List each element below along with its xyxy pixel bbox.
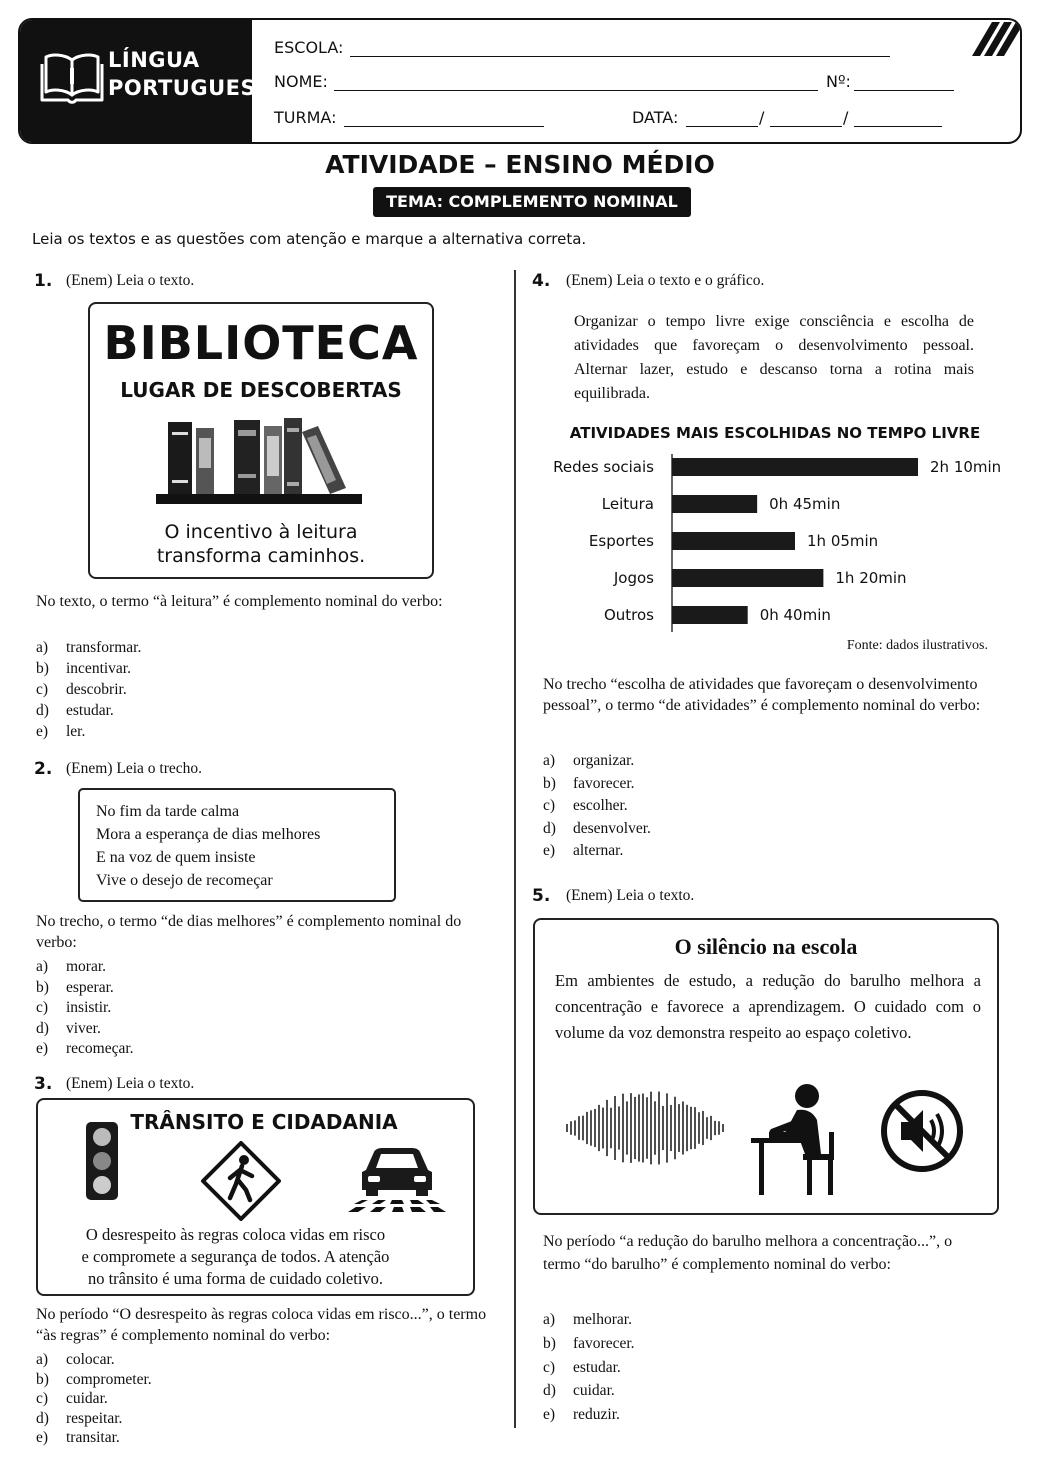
q3-option-c[interactable] (36, 1389, 152, 1409)
student-studying-icon (749, 1082, 845, 1198)
data-label: DATA: (632, 108, 679, 127)
q2-option-b[interactable] (36, 978, 134, 999)
option-letter: e) (36, 723, 49, 740)
q3-box-line: no trânsito é uma forma de cuidado coletivo. (87, 1269, 384, 1288)
q5-box-text: Em ambientes de estudo, a redução do barulho melhora a concentração e favorece a aprendizagem. O cuidado com o volume da voz demonstra respeito ao espaço coletivo. (555, 971, 981, 1042)
option-text: transitar. (66, 1429, 120, 1446)
q4-number: 4. (532, 271, 551, 291)
q1-heading: (Enem) Leia o texto. (66, 272, 195, 289)
option-text: morar. (66, 958, 107, 975)
option-letter: b) (36, 660, 49, 677)
option-letter: d) (36, 702, 49, 719)
chart-bar (672, 569, 823, 587)
date-year-field[interactable] (854, 126, 942, 127)
option-text: escolher. (573, 797, 628, 814)
q3-options (36, 1350, 152, 1448)
q1-option-c[interactable] (36, 679, 141, 700)
pedestrian-crossing-sign-icon (200, 1140, 282, 1222)
option-letter: c) (36, 1390, 49, 1407)
option-letter: a) (543, 752, 556, 769)
turma-label: TURMA: (274, 108, 337, 127)
option-text: favorecer. (573, 774, 635, 792)
option-letter: e) (36, 1040, 49, 1057)
chart-category-label: Redes sociais (553, 458, 654, 476)
q4-prompt: No trecho “escolha de atividades que favoreçam o desenvolvimento pessoal”, o termo “de atividades” é complemento nominal do verbo: (543, 676, 981, 714)
option-text: organizar. (573, 752, 635, 769)
turma-field[interactable] (344, 126, 544, 127)
chart-bar (672, 532, 795, 550)
q1-prompt: No texto, o termo “à leitura” é complemento nominal do verbo: (36, 593, 443, 610)
q1-option-d[interactable] (36, 700, 141, 721)
traffic-light-icon (84, 1120, 120, 1204)
chart-bar (672, 495, 757, 513)
q2-heading: (Enem) Leia o trecho. (66, 760, 202, 777)
q3-box-line: O desrespeito às regras coloca vidas em risco (85, 1225, 386, 1244)
brand-block (20, 20, 273, 142)
option-letter: d) (36, 1019, 49, 1037)
q5-text-box (533, 918, 999, 1215)
option-letter: b) (36, 978, 49, 996)
option-letter: c) (36, 999, 49, 1016)
option-text: ler. (66, 723, 86, 740)
option-letter: e) (36, 1429, 49, 1446)
q5-option-b[interactable] (543, 1332, 635, 1356)
q2-poem-line: Mora a esperança de dias melhores (96, 826, 321, 843)
option-text: cuidar. (573, 1382, 615, 1400)
chart-category-label: Leitura (601, 495, 654, 513)
q5-option-c[interactable] (543, 1356, 635, 1380)
option-letter: b) (36, 1370, 49, 1388)
option-letter: c) (543, 1358, 556, 1376)
option-letter: a) (36, 1351, 49, 1368)
q4-option-d[interactable] (543, 818, 651, 841)
date-day-field[interactable] (686, 126, 758, 127)
option-text: desenvolver. (573, 819, 651, 837)
date-separator: / (843, 108, 849, 127)
q3-box-text (38, 1224, 433, 1290)
option-text: insistir. (66, 999, 112, 1016)
date-month-field[interactable] (770, 126, 842, 127)
q2-poem-line: Vive o desejo de recomeçar (96, 872, 273, 889)
q1-poster-caption (90, 520, 432, 568)
numero-label: Nº: (826, 72, 851, 91)
q1-poster-line-1: O incentivo à leitura (164, 521, 358, 543)
theme-badge: TEMA: COMPLEMENTO NOMINAL (373, 187, 691, 217)
escola-field[interactable] (350, 56, 890, 57)
q3-number: 3. (34, 1074, 53, 1094)
q2-poem-box (78, 788, 396, 902)
q2-option-c[interactable] (36, 998, 134, 1019)
q3-box-title: TRÂNSITO E CIDADANIA (130, 1110, 398, 1134)
q1-number: 1. (34, 271, 53, 291)
q1-option-b[interactable] (36, 658, 141, 679)
q4-option-a[interactable] (543, 750, 651, 773)
option-text: transformar. (66, 639, 142, 656)
q3-prompt: No período “O desrespeito às regras coloca vidas em risco...”, o termo “às regras” é complemento nominal do verbo: (36, 1306, 487, 1344)
nome-label: NOME: (274, 72, 328, 91)
q4-option-c[interactable] (543, 795, 651, 818)
q3-option-e[interactable] (36, 1428, 152, 1448)
option-letter: e) (543, 842, 556, 859)
q2-poem-line: E na voz de quem insiste (96, 849, 256, 866)
sound-wave-icon (563, 1088, 729, 1168)
corner-stripes-decoration (950, 20, 1022, 60)
chart-title: ATIVIDADES MAIS ESCOLHIDAS NO TEMPO LIVRE (569, 424, 981, 442)
option-text: viver. (66, 1019, 101, 1037)
q5-options (543, 1308, 635, 1427)
q5-number: 5. (532, 886, 551, 906)
chart-bar (672, 606, 748, 624)
q3-heading: (Enem) Leia o texto. (66, 1075, 195, 1092)
q1-poster-title: BIBLIOTECA (103, 316, 419, 370)
option-letter: d) (543, 1382, 556, 1400)
q4-options (543, 750, 651, 863)
chart-value-label: 1h 20min (835, 569, 907, 587)
nome-field[interactable] (334, 90, 818, 91)
brand-line-1: LÍNGUA (108, 48, 200, 72)
q2-poem-line: No fim da tarde calma (96, 803, 240, 820)
car-crosswalk-icon (348, 1144, 446, 1214)
option-text: favorecer. (573, 1334, 635, 1352)
escola-label: ESCOLA: (274, 38, 344, 57)
option-text: descobrir. (66, 681, 127, 698)
q2-number: 2. (34, 759, 53, 779)
date-separator: / (759, 108, 765, 127)
q5-option-d[interactable] (543, 1379, 635, 1403)
option-text: incentivar. (66, 660, 131, 677)
option-text: recomeçar. (66, 1040, 134, 1057)
q4-heading: (Enem) Leia o texto e o gráfico. (566, 272, 765, 289)
page-title: ATIVIDADE – ENSINO MÉDIO (325, 150, 715, 179)
q3-traffic-box (36, 1098, 475, 1296)
option-text: estudar. (573, 1358, 621, 1376)
q2-options (36, 957, 134, 1060)
option-text: estudar. (66, 702, 114, 719)
books-shelf-icon (156, 418, 362, 506)
q1-poster-line-2: transforma caminhos. (156, 545, 366, 567)
chart-category-label: Outros (603, 606, 654, 624)
q2-option-d[interactable] (36, 1019, 134, 1040)
option-text: melhorar. (573, 1311, 632, 1328)
option-text: respeitar. (66, 1409, 123, 1427)
option-text: reduzir. (573, 1406, 620, 1424)
header-box (18, 18, 1022, 144)
q1-option-e[interactable] (36, 721, 141, 742)
q1-poster (88, 302, 434, 579)
numero-field[interactable] (854, 90, 954, 91)
option-letter: d) (543, 819, 556, 837)
column-divider (514, 270, 516, 1428)
q4-chart-source: Fonte: dados ilustrativos. (846, 638, 988, 653)
option-text: comprometer. (66, 1370, 152, 1388)
q4-bar-chart (540, 418, 1010, 640)
q2-option-e[interactable] (36, 1039, 134, 1060)
chart-value-label: 2h 10min (930, 458, 1002, 476)
q1-option-a[interactable] (36, 637, 141, 658)
chart-value-label: 0h 40min (759, 606, 831, 624)
option-text: esperar. (66, 978, 114, 996)
q1-options (36, 637, 141, 742)
option-text: colocar. (66, 1351, 115, 1368)
q5-prompt: No período “a redução do barulho melhora a concentração...”, o termo “do barulho” é complemento nominal do verbo: (543, 1233, 953, 1273)
option-letter: c) (543, 797, 556, 814)
option-letter: b) (543, 774, 556, 792)
q3-option-b[interactable] (36, 1370, 152, 1390)
q5-box-title: O silêncio na escola (674, 934, 858, 959)
instructions-text: Leia os textos e as questões com atenção e marque a alternativa correta. (32, 230, 587, 248)
option-letter: c) (36, 681, 49, 698)
brand-line-2: PORTUGUESA (108, 76, 273, 100)
q4-option-e[interactable] (543, 840, 651, 863)
brand-title (108, 46, 273, 102)
chart-bars (553, 458, 1001, 624)
q4-option-b[interactable] (543, 773, 651, 796)
option-letter: e) (543, 1406, 556, 1424)
q3-box-line: e compromete a segurança de todos. A atenção (81, 1247, 390, 1266)
chart-category-label: Jogos (613, 569, 654, 587)
option-letter: a) (543, 1311, 556, 1328)
chart-value-label: 0h 45min (769, 495, 841, 513)
q3-option-a[interactable] (36, 1350, 152, 1370)
option-letter: d) (36, 1409, 49, 1427)
mute-speaker-icon (879, 1088, 965, 1174)
q2-prompt: No trecho, o termo “de dias melhores” é complemento nominal do verbo: (36, 913, 462, 951)
q5-option-a[interactable] (543, 1308, 635, 1332)
chart-bar (672, 458, 918, 476)
chart-value-label: 1h 05min (807, 532, 879, 550)
q3-option-d[interactable] (36, 1409, 152, 1429)
option-letter: b) (543, 1334, 556, 1352)
chart-category-label: Esportes (588, 532, 654, 550)
option-letter: a) (36, 958, 49, 975)
q5-heading: (Enem) Leia o texto. (566, 887, 695, 904)
option-text: cuidar. (66, 1390, 108, 1407)
option-text: alternar. (573, 842, 624, 859)
book-icon (40, 48, 104, 106)
q4-text: Organizar o tempo livre exige consciência e escolha de atividades que favoreçam o desenvolvimento pessoal. Alternar lazer, estudo e descanso torna a rotina mais equilibrada. (574, 313, 974, 402)
option-letter: a) (36, 639, 49, 656)
q1-poster-subtitle: LUGAR DE DESCOBERTAS (120, 378, 402, 402)
q5-option-e[interactable] (543, 1403, 635, 1427)
q2-option-a[interactable] (36, 957, 134, 978)
q2-poem (96, 800, 320, 892)
